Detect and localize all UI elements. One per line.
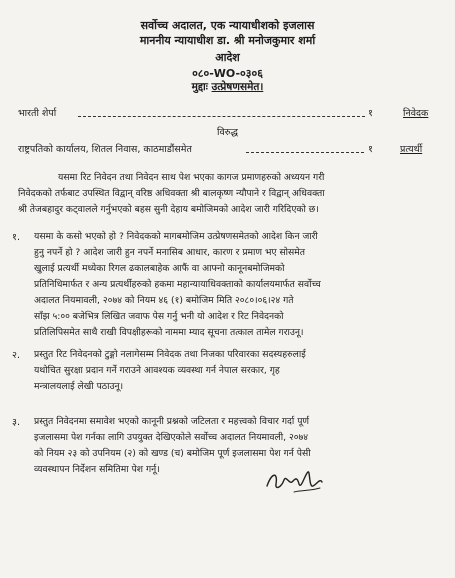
- intro-line: निवेदकको तर्फबाट उपस्थित विद्वान् वरिष्ठ अधिवक्ता श्री बालकृष्ण न्यौपाने र विद्वान् अधिवक्ता: [18, 188, 325, 199]
- petitioner-count: १: [368, 108, 373, 119]
- respondent-leader-dots: [246, 152, 364, 153]
- petitioner-leader-dots: [78, 116, 365, 117]
- item-line: प्रस्तुत निवेदनमा समावेश भएको कानूनी प्रश्नको जटिलता र महत्त्वको विचार गर्दा पूर्ण: [34, 416, 310, 427]
- item-line: प्रस्तुत रिट निवेदनको टुङ्गो नलागेसम्म निवेदक तथा निजका परिवारका सदस्यहरुलाई: [34, 349, 306, 360]
- item-line: खुलाई प्रत्यर्थी मध्येका रिगल ढकालबाहेक आफैं वा आफ्नो कानूनबमोजिमको: [34, 263, 285, 274]
- judge-signature: [264, 466, 326, 496]
- item-line: को नियम २३ को उपनियम (२) को खण्ड (च) बमोजिम पूर्ण इजलासमा पेश गर्न पेसी: [34, 448, 311, 459]
- item-line: प्रतिलिपिसमेत साथै राखी विपक्षीहरूको नाममा म्याद सूचना तत्काल तामेल गराउनू।: [34, 327, 304, 338]
- versus-label: विरुद्ध: [216, 127, 238, 138]
- respondent-name: राष्ट्रपतिको कार्यालय, शितल निवास, काठमाडौंसमेत: [18, 144, 192, 155]
- respondent-count: १: [368, 144, 373, 155]
- order-item-1: [34, 229, 444, 341]
- case-subject: [0, 80, 455, 94]
- item-number: १.: [12, 232, 20, 243]
- order-item-3: [34, 414, 444, 478]
- respondent-role: प्रत्यर्थी: [400, 144, 423, 155]
- item-line: मन्त्रालयलाई लेखी पठाउनू।: [34, 381, 124, 392]
- order-title: आदेश: [215, 51, 240, 64]
- item-line: इजलासमा पेश गर्नका लागि उपयुक्त देखिएकोले सर्वोच्च अदालत नियमावली, २०७४: [34, 432, 309, 443]
- item-number: २.: [12, 350, 20, 361]
- item-line: व्यवस्थापन निर्देशन समितिमा पेश गर्नू।: [34, 464, 160, 475]
- item-line: यथोचित सुरक्षा प्रदान गर्ने गराउने आवश्यक व्यवस्था गर्न नेपाल सरकार, गृह: [34, 365, 280, 376]
- judge-line: माननीय न्यायाधीश डा. श्री मनोजकुमार शर्मा: [139, 34, 316, 47]
- item-line: साँझ ५:०० बजेभित्र लिखित जवाफ पेस गर्नु भनी यो आदेश र रिट निवेदनको: [34, 311, 284, 322]
- item-line: हुनु नपर्ने हो ? आदेश जारी हुन नपर्ने मनासिब आधार, कारण र प्रमाण भए सोसमेत: [34, 247, 305, 258]
- subject-label: मुद्दाः: [191, 81, 208, 93]
- petitioner-role: निवेदक: [403, 108, 429, 119]
- item-line: प्रतिनिधिमार्फत र अन्य प्रत्यर्थीहरुको हकमा महान्यायाधिवक्ताको कार्यालयमार्फत सर्वोच्च: [34, 279, 321, 290]
- petitioner-name: भारती शेर्पा: [18, 108, 57, 119]
- item-number: ३.: [12, 417, 20, 428]
- court-line: सर्वोच्च अदालत, एक न्यायाधीशको इजलास: [140, 19, 315, 32]
- case-number: ०८०-WO-०३०६: [192, 67, 263, 80]
- order-item-2: [34, 347, 444, 395]
- subject-value: उत्प्रेषणसमेत।: [211, 81, 264, 93]
- intro-line: श्री तेजबहादुर कट्वालले गर्नुभएको बहस सुनी देहाय बमोजिमको आदेश जारी गरिदिएको छ।: [18, 204, 319, 215]
- item-line: यसमा के कसो भएको हो ? निवेदकको मागबमोजिम उत्प्रेषणसमेतको आदेश किन जारी: [34, 231, 318, 242]
- intro-paragraph: [18, 170, 442, 218]
- item-line: अदालत नियमावली, २०७४ को नियम ४६ (१) बमोजिम मिति २०८०।०६।२४ गते: [34, 295, 294, 306]
- intro-line: यसमा रिट निवेदन तथा निवेदन साथ पेश भएका कागज प्रमाणहरुको अध्ययन गरी: [58, 172, 325, 183]
